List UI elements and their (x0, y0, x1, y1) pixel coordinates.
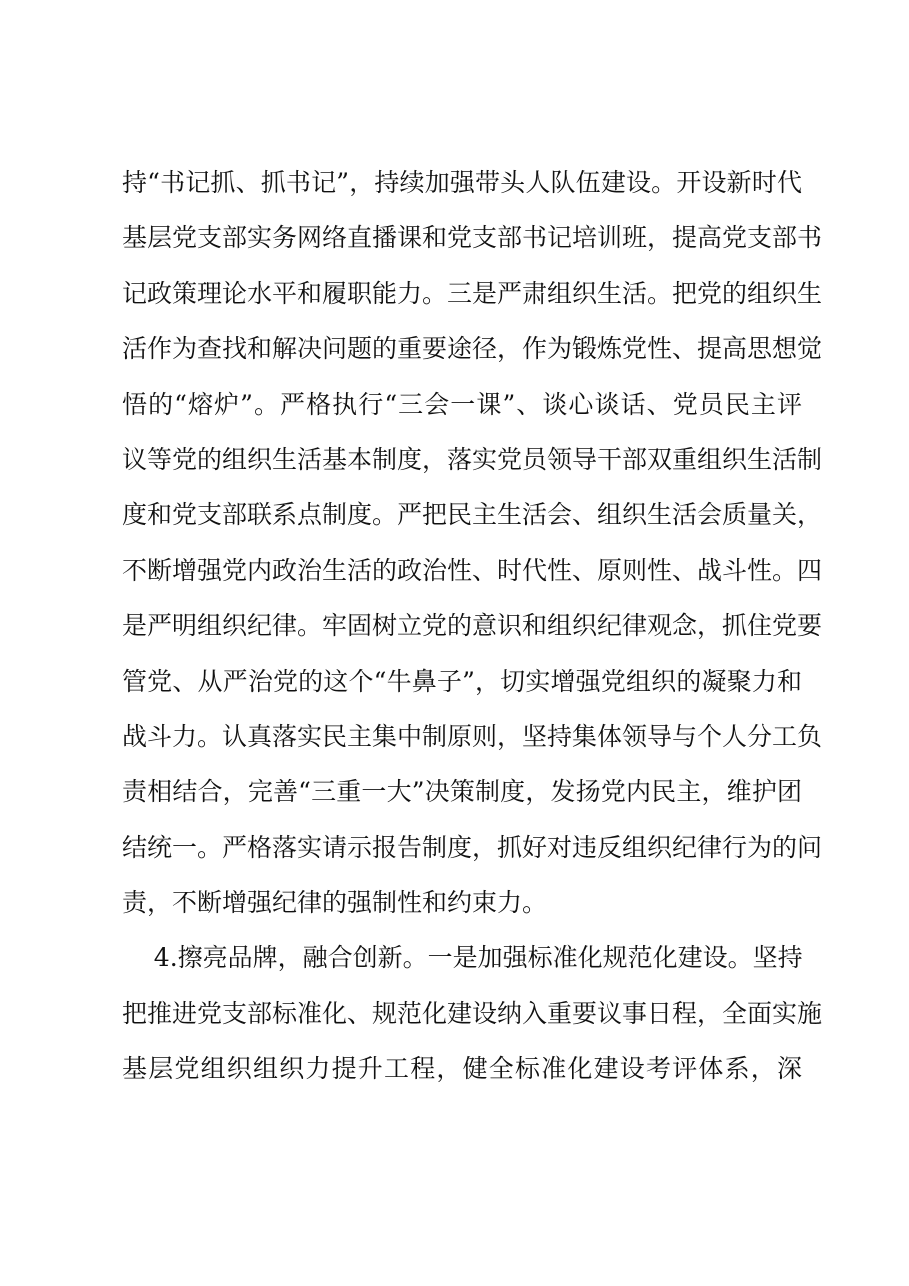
text-line: 4.擦亮品牌，融合创新。一是加强标准化规范化建设。坚持 (122, 943, 803, 973)
text-line: 不断增强党内政治生活的政治性、时代性、原则性、战斗性。四 (122, 555, 823, 585)
text-line: 基层党支部实务网络直播课和党支部书记培训班，提高党支部书 (122, 223, 823, 253)
text-line: 度和党支部联系点制度。严把民主生活会、组织生活会质量关， (122, 500, 823, 530)
text-line: 结统一。严格落实请示报告制度，抓好对违反组织纪律行为的问 (122, 832, 823, 862)
text-line: 责，不断增强纪律的强制性和约束力。 (122, 888, 548, 918)
text-line: 管党、从严治党的这个“牛鼻子”，切实增强党组织的凝聚力和 (122, 666, 802, 696)
text-line: 悟的“熔炉”。严格执行“三会一课”、谈心谈话、党员民主评 (122, 389, 802, 419)
text-line: 基层党组织组织力提升工程，健全标准化建设考评体系，深 (122, 1054, 802, 1084)
body-text (122, 162, 823, 1104)
text-line: 战斗力。认真落实民主集中制原则，坚持集体领导与个人分工负 (122, 721, 823, 751)
text-line: 把推进党支部标准化、规范化建设纳入重要议事日程，全面实施 (122, 998, 823, 1028)
text-line: 是严明组织纪律。牢固树立党的意识和组织纪律观念，抓住党要 (122, 611, 823, 641)
text-line: 记政策理论水平和履职能力。三是严肃组织生活。把党的组织生 (122, 278, 823, 308)
paragraph-2 (122, 937, 823, 1090)
text-line: 持“书记抓、抓书记”，持续加强带头人队伍建设。开设新时代 (122, 168, 802, 197)
text-line: 议等党的组织生活基本制度，落实党员领导干部双重组织生活制 (122, 444, 823, 474)
text-line: 活作为查找和解决问题的重要途径，作为锻炼党性、提高思想觉 (122, 334, 823, 364)
paragraph-1 (122, 162, 823, 924)
text-line: 责相结合，完善“三重一大”决策制度，发扬党内民主，维护团 (122, 777, 802, 807)
